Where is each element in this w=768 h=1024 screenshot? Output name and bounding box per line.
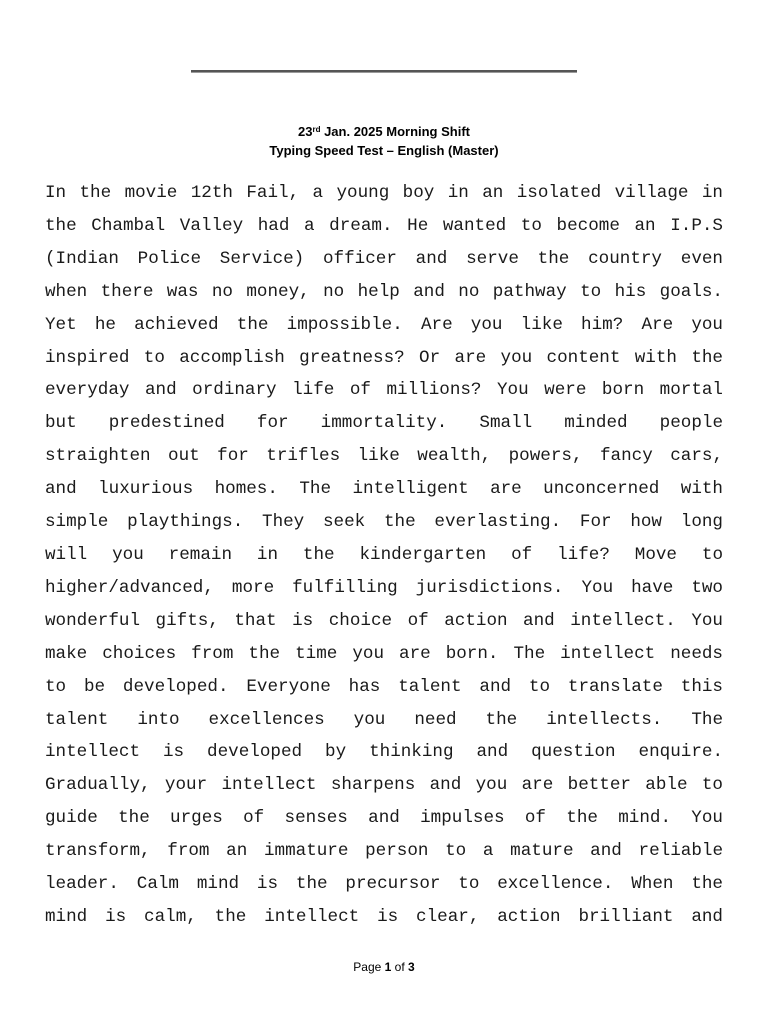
passage-line: when there was no money, no help and no pathway to his goals. [45, 281, 723, 302]
header-rule [191, 70, 577, 73]
passage-line: and luxurious homes. The intelligent are unconcerned with [45, 479, 723, 500]
passage-line: simple playthings. They seek the everlasting. For how long [45, 512, 723, 533]
page-current: 1 [384, 960, 392, 974]
passage-line: In the movie 12th Fail, a young boy in an isolated village in [45, 183, 723, 203]
passage-line: mind is calm, the intellect is clear, action brilliant and [45, 906, 723, 927]
passage-line: to be developed. Everyone has talent and to translate this [45, 676, 723, 697]
passage-line: inspired to accomplish greatness? Or are you content with the [45, 347, 723, 368]
page-footer [0, 960, 768, 974]
title-date-rest: Jan. 2025 Morning Shift [320, 124, 470, 139]
passage-line: leader. Calm mind is the precursor to excellence. When the [45, 874, 723, 895]
title-date-day: 23 [298, 124, 313, 139]
page-title [0, 122, 768, 141]
passage-line: make choices from the time you are born. The intellect needs [45, 643, 723, 664]
passage-line: Yet he achieved the impossible. Are you like him? Are you [45, 314, 723, 335]
page-of: of [391, 960, 409, 974]
page-total: 3 [408, 960, 415, 974]
title-block [0, 122, 768, 160]
passage-text [45, 177, 723, 934]
passage-line: Gradually, your intellect sharpens and you are better able to [45, 775, 723, 796]
passage-line: intellect is developed by thinking and question enquire. [45, 742, 723, 763]
passage-line: everyday and ordinary life of millions? You were born mortal [45, 380, 723, 401]
passage-line: talent into excellences you need the intellects. The [45, 709, 723, 730]
passage-line: straighten out for trifles like wealth, powers, fancy cars, [45, 446, 723, 467]
passage-line: (Indian Police Service) officer and serve the country even [45, 248, 723, 269]
passage-line: will you remain in the kindergarten of life? Move to [45, 544, 723, 565]
passage-line: guide the urges of senses and impulses of the mind. You [45, 808, 723, 829]
passage-line: but predestined for immortality. Small minded people [45, 413, 723, 434]
title-date-suffix: rd [312, 125, 321, 134]
passage-line: transform, from an immature person to a mature and reliable [45, 841, 723, 862]
page-prefix: Page [353, 960, 385, 974]
passage-line: wonderful gifts, that is choice of action and intellect. You [45, 610, 723, 631]
passage-line: the Chambal Valley had a dream. He wanted to become an I.P.S [45, 215, 723, 236]
page-subtitle: Typing Speed Test – English (Master) [269, 143, 499, 158]
passage-line: higher/advanced, more fulfilling jurisdictions. You have two [45, 577, 723, 598]
